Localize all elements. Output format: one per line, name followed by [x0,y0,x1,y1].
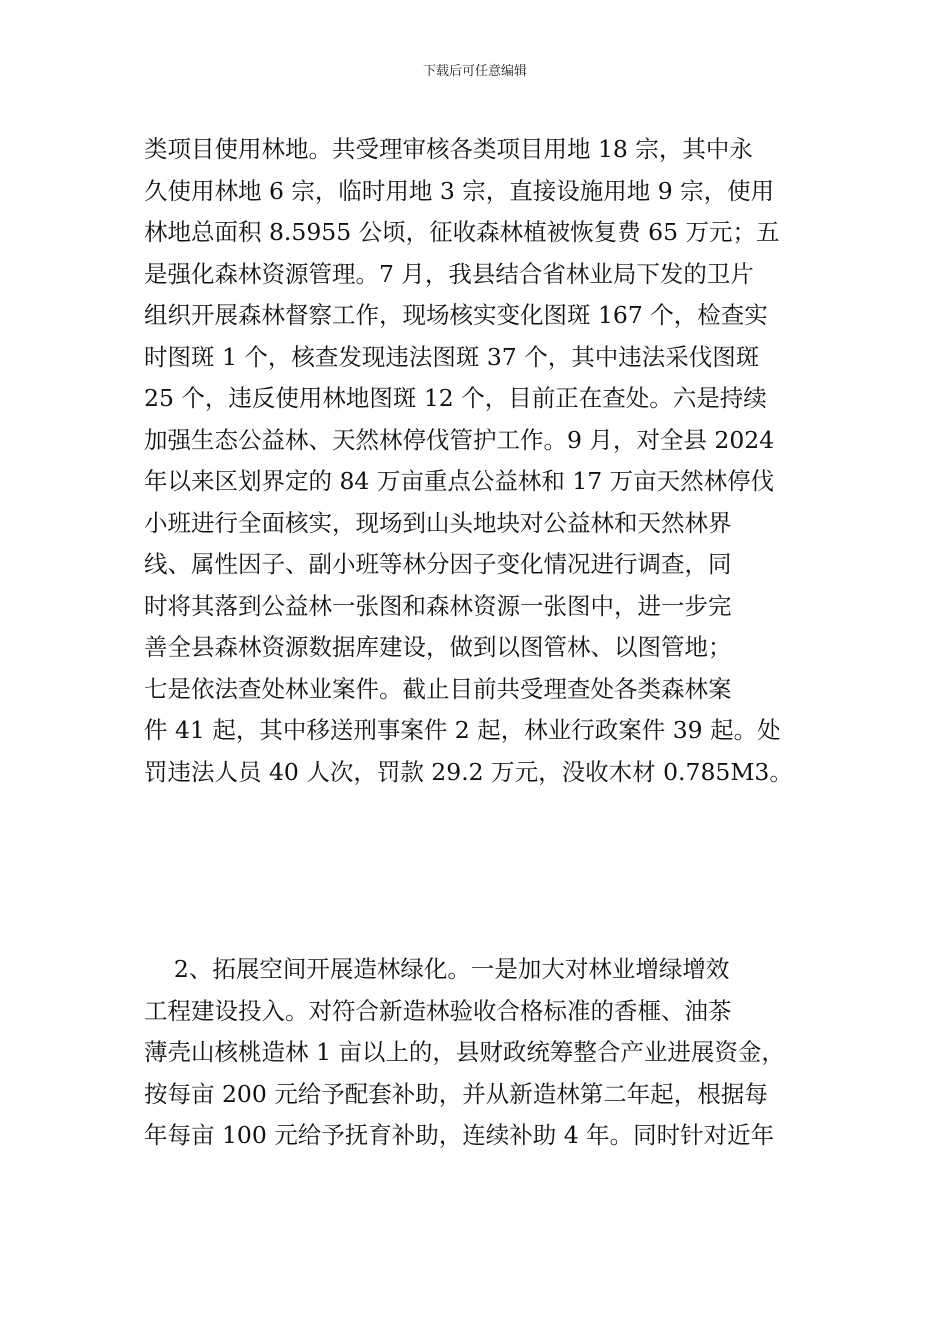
page-header-note: 下载后可任意编辑 [422,64,527,79]
text-line: 工程建设投入。对符合新造林验收合格标准的香榧、油茶 [144,996,732,1025]
text-line: 久使用林地 6 宗，临时用地 3 宗，直接设施用地 9 宗，使用 [144,176,775,205]
paragraph-afforestation [144,949,814,1157]
text-line: 年以来区划界定的 84 万亩重点公益林和 17 万亩天然林停伐 [144,467,775,495]
text-line: 善全县森林资源数据库建设，做到以图管林、以图管地； [144,633,732,661]
text-line: 罚违法人员 40 人次，罚款 29.2 万元，没收木材 0.785M3。 [144,757,793,786]
text-line: 件 41 起，其中移送刑事案件 2 起，林业行政案件 39 起。处 [144,716,781,744]
text-line: 类项目使用林地。共受理审核各类项目用地 18 宗，其中永 [144,135,753,163]
text-line: 七是依法查处林业案件。截止目前共受理查处各类森林案 [144,674,732,703]
text-line: 年每亩 100 元给予抚育补助，连续补助 4 年。同时针对近年 [144,1121,775,1149]
text-line: 薄壳山核桃造林 1 亩以上的，县财政统筹整合产业进展资金， [144,1038,785,1066]
text-line: 组织开展森林督察工作，现场核实变化图斑 167 个，检查实 [144,301,768,329]
text-line: 时将其落到公益林一张图和森林资源一张图中，进一步完 [144,591,732,620]
paragraph-forest-management [144,129,814,793]
text-line: 2、拓展空间开展造林绿化。一是加大对林业增绿增效 [144,955,730,983]
text-line: 线、属性因子、副小班等林分因子变化情况进行调查，同 [144,550,732,578]
text-line: 是强化森林资源管理。7 月，我县结合省林业局下发的卫片 [144,259,754,288]
text-line: 按每亩 200 元给予配套补助，并从新造林第二年起，根据每 [144,1079,768,1108]
text-line: 小班进行全面核实，现场到山头地块对公益林和天然林界 [144,508,732,537]
text-line: 加强生态公益林、天然林停伐管护工作。9 月，对全县 2024 [144,425,775,454]
text-line: 时图斑 1 个，核查发现违法图斑 37 个，其中违法采伐图斑 [144,342,760,371]
text-line: 25 个，违反使用林地图斑 12 个，目前正在查处。六是持续 [144,384,767,412]
text-line: 林地总面积 8.5955 公顷，征收森林植被恢复费 65 万元；五 [144,218,780,246]
